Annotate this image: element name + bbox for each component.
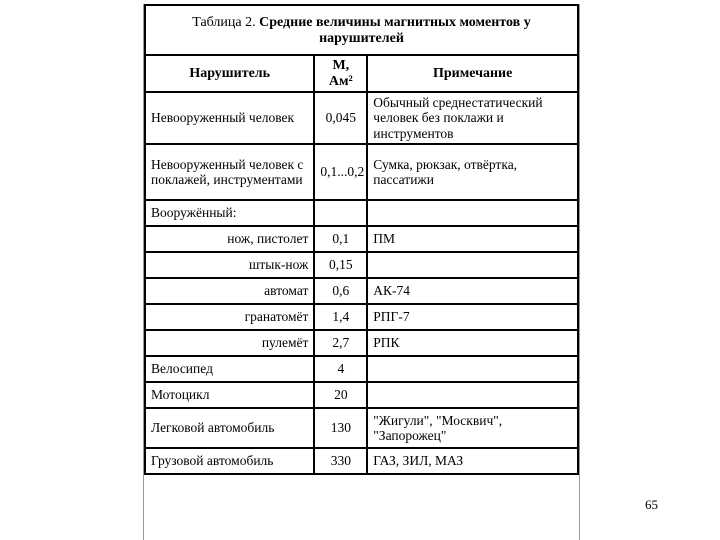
cell-note: Сумка, рюкзак, отвёртка, пассатижи [367, 144, 578, 200]
table-caption [145, 5, 578, 55]
caption-prefix: Таблица 2. [192, 15, 256, 31]
cell-note: "Жигули", "Москвич", "Запорожец" [367, 408, 578, 448]
cell-moment: 4 [314, 356, 367, 382]
table-row [145, 382, 578, 408]
cell-violator: Невооруженный человек с поклажей, инструментами [145, 144, 314, 200]
cell-violator: Грузовой автомобиль [145, 448, 314, 474]
caption-title: Средние величины магнитных моментов у нарушителей [259, 15, 531, 46]
cell-violator: автомат [145, 278, 314, 304]
cell-moment: 2,7 [314, 330, 367, 356]
cell-moment: 0,045 [314, 92, 367, 143]
table-header-row [145, 55, 578, 92]
table-row [145, 92, 578, 143]
cell-note: РПК [367, 330, 578, 356]
cell-violator: нож, пистолет [145, 226, 314, 252]
cell-moment: 0,1...0,2 [314, 144, 367, 200]
header-violator: Нарушитель [145, 55, 314, 92]
cell-violator: Легковой автомобиль [145, 408, 314, 448]
cell-violator: штык-нож [145, 252, 314, 278]
cell-moment: 1,4 [314, 304, 367, 330]
cell-moment: 130 [314, 408, 367, 448]
cell-note: ГАЗ, ЗИЛ, МАЗ [367, 448, 578, 474]
cell-violator: Мотоцикл [145, 382, 314, 408]
table-row [145, 356, 578, 382]
cell-violator: гранатомёт [145, 304, 314, 330]
cell-note [367, 200, 578, 226]
table-row [145, 448, 578, 474]
header-note: Примечание [367, 55, 578, 92]
page-number: 65 [645, 497, 658, 512]
cell-moment: 20 [314, 382, 367, 408]
table-row [145, 200, 578, 226]
cell-moment: 0,6 [314, 278, 367, 304]
table-row [145, 252, 578, 278]
cell-moment: 330 [314, 448, 367, 474]
cell-moment: 0,1 [314, 226, 367, 252]
cell-note: РПГ-7 [367, 304, 578, 330]
table-caption-row [145, 5, 578, 55]
magnetic-moments-table [144, 4, 579, 475]
cell-violator: Вооружённый: [145, 200, 314, 226]
cell-violator: пулемёт [145, 330, 314, 356]
cell-moment: 0,15 [314, 252, 367, 278]
cell-note: АК-74 [367, 278, 578, 304]
cell-note [367, 252, 578, 278]
cell-note: ПМ [367, 226, 578, 252]
cell-violator: Велосипед [145, 356, 314, 382]
table-row [145, 144, 578, 200]
cell-note [367, 382, 578, 408]
table-row [145, 408, 578, 448]
cell-moment [314, 200, 367, 226]
cell-note [367, 356, 578, 382]
cell-note: Обычный среднестатический человек без поклажи и инструментов [367, 92, 578, 143]
document-page [143, 4, 580, 540]
table-row [145, 226, 578, 252]
cell-violator: Невооруженный человек [145, 92, 314, 143]
table-row [145, 304, 578, 330]
header-moment: M, Ам² [314, 55, 367, 92]
table-row [145, 330, 578, 356]
table-row [145, 278, 578, 304]
